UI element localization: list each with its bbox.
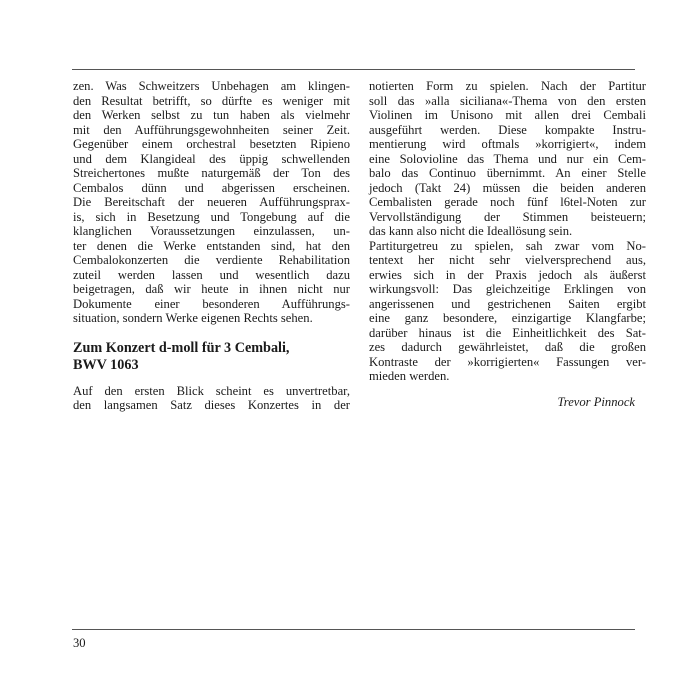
text-line: balo das Continuo übernimmt. An einer Stelle	[369, 166, 646, 180]
right-column	[369, 79, 646, 384]
text-line: is, sich in Besetzung und Tongebung auf die	[73, 209, 350, 224]
text-line: Gegenüber einem orchestral besetzten Ripieno	[73, 137, 350, 151]
text-line: ter denen die Werke entstanden sind, hat den	[73, 238, 350, 253]
text-line: ausgeführt werden. Diese kompakte Instru-	[369, 122, 646, 137]
text-line: und dem Klangideal des üppig schwellenden	[73, 151, 350, 166]
text-line: zes dadurch gewährleistet, daß die großen	[369, 340, 646, 354]
text-line: jedoch (Takt 24) müssen die beiden anderen	[369, 180, 646, 195]
text-line: Dokumente einer besonderen Aufführungs-	[73, 296, 350, 311]
text-line: situation, sondern Werke eigenen Rechts sehen.	[73, 311, 313, 325]
text-line: Kontraste der »korrigierten« Fassungen ver-	[369, 354, 646, 369]
text-line: eine Solovioline das Thema und nur ein Cem-	[369, 151, 646, 166]
text-line: eine ganz besondere, einzigartige Klangfarbe;	[369, 311, 646, 325]
paragraph	[369, 239, 646, 384]
text-line: angerissenen und gestrichenen Saiten ergibt	[369, 296, 646, 311]
text-line: den Resultat betrifft, so dürfte es weniger mit	[73, 93, 350, 108]
heading-line: Zum Konzert d-moll für 3 Cembali,	[73, 339, 290, 356]
text-line: Cembalisten gerade noch fünf l6tel-Noten zur	[369, 195, 646, 209]
text-line: beigetragen, daß wir heute in ihnen nicht nur	[73, 282, 350, 296]
text-line: Auf den ersten Blick scheint es unvertretbar,	[73, 383, 350, 398]
paragraph	[73, 384, 350, 413]
text-line: tentext her nicht sehr vielversprechend aus,	[369, 253, 646, 267]
text-line: das kann also nicht die Ideallösung sein.	[369, 224, 573, 238]
text-line: notierten Form zu spielen. Nach der Partitur	[369, 79, 646, 93]
text-line: Streichertones mußte naturgemäß der Ton des	[73, 166, 350, 180]
text-line: Die Bereitschaft der neueren Aufführungsprax-	[73, 195, 350, 209]
text-line: den langsamen Satz dieses Konzertes in der	[73, 398, 350, 412]
text-line: Vervollständigung der Stimmen beisteuern;	[369, 209, 646, 224]
text-line: Partiturgetreu zu spielen, sah zwar vom No-	[369, 238, 646, 253]
left-column	[73, 79, 350, 413]
top-rule	[72, 69, 635, 70]
text-line: Violinen im Unisono mit allen drei Cembali	[369, 108, 646, 122]
text-line: mieden werden.	[369, 369, 450, 383]
author-signature: Trevor Pinnock	[557, 395, 635, 409]
text-line: soll das »alla siciliana«-Thema von den ersten	[369, 93, 646, 108]
text-line: zuteil werden lassen und wesentlich dazu	[73, 267, 350, 282]
text-line: zen. Was Schweitzers Unbehagen am klingen-	[73, 79, 350, 93]
page-number: 30	[73, 636, 86, 650]
text-line: wirkungsvoll: Das gleichzeitige Erklingen von	[369, 282, 646, 296]
text-line: mit den Aufführungsgewohnheiten seiner Zeit.	[73, 122, 350, 137]
paragraph	[369, 79, 646, 239]
text-line: Cembalokonzerten die verdiente Rehabilitation	[73, 253, 350, 267]
text-line: Cembalos dünn und abgerissen erscheinen.	[73, 180, 350, 195]
text-line: erwies sich in der Praxis jedoch als äußerst	[369, 267, 646, 282]
heading-line: BWV 1063	[73, 356, 139, 373]
text-line: darüber hinaus ist die Einheitlichkeit des Sat-	[369, 325, 646, 340]
paragraph	[73, 79, 350, 326]
text-line: klanglichen Voraussetzungen einzulassen, un-	[73, 224, 350, 238]
bottom-rule	[72, 629, 635, 630]
text-line: den Werken selbst zu tun haben als vielmehr	[73, 108, 350, 122]
section-heading	[73, 340, 350, 374]
text-line: mentierung wird oftmals »korrigiert«, indem	[369, 137, 646, 151]
